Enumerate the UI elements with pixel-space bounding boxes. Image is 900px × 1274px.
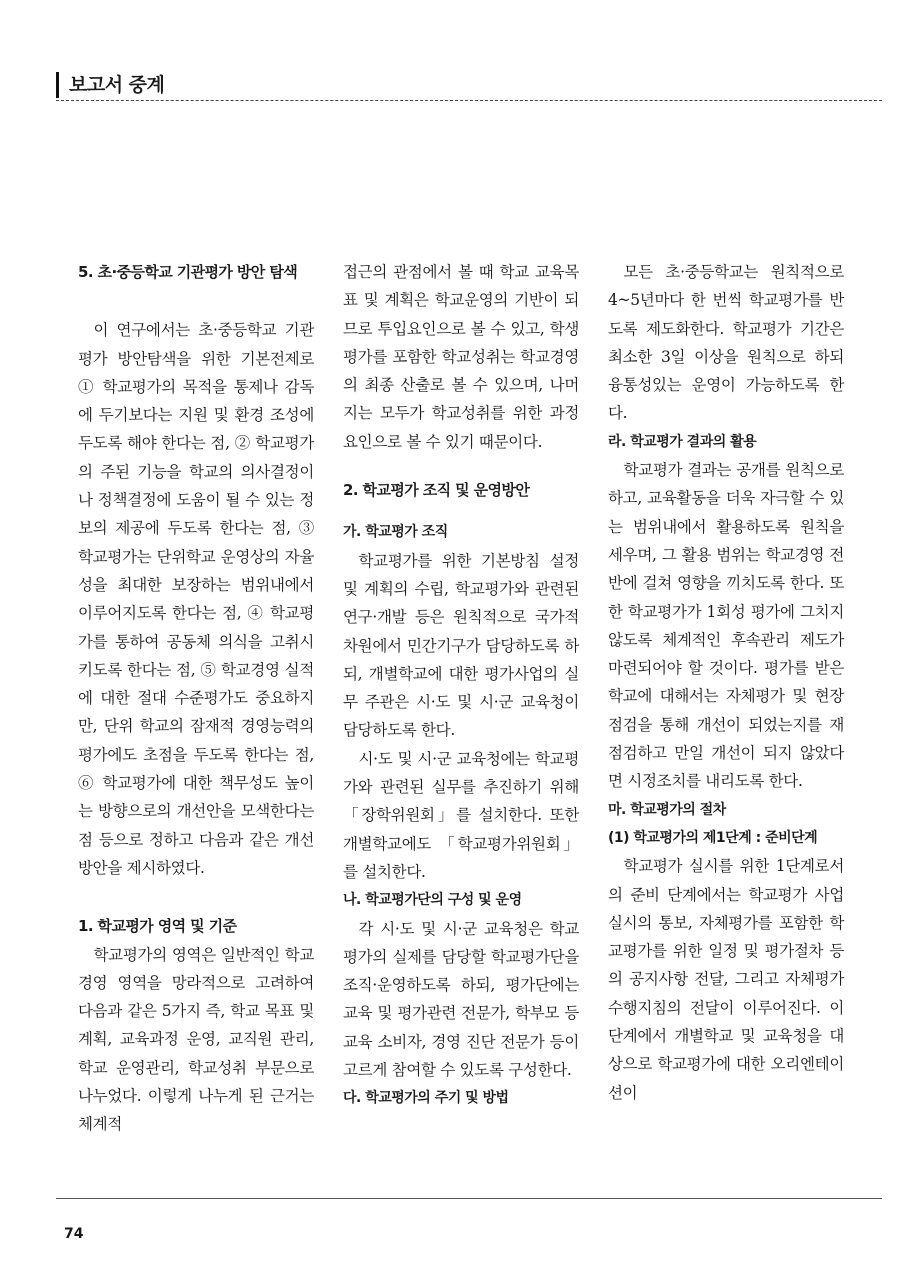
subsection-heading-2: 2. 학교평가 조직 및 운영방안 — [343, 481, 530, 500]
paragraph: 모든 초·중등학교는 원칙적으로 4~5년마다 한 번씩 학교평가를 반도록 제도화한다. 학교평가 기간은 최소한 3일 이상을 원칙으로 하되 융통성있는 운영이 가능하도록 한다. — [608, 263, 844, 423]
paragraph: 시·도 및 시·군 교육청에는 학교평가와 관련된 실무를 추진하기 위해 「장학위원회」를 설치한다. 또한 개별학교에도 「학교평가위원회」를 설치한다. — [343, 749, 579, 881]
item-heading-na: 나. 학교평가단의 구성 및 운영 — [343, 892, 522, 909]
page-number: 74 — [64, 1226, 84, 1242]
item-heading-ma: 마. 학교평가의 절차 — [608, 801, 726, 818]
item-heading-ga: 가. 학교평가 조직 — [343, 524, 448, 541]
step-heading-1: (1) 학교평가의 제1단계 : 준비단계 — [608, 829, 818, 846]
paragraph: 학교평가의 영역은 일반적인 학교경영 영역을 망라적으로 고려하여 다음과 같은 5가지 즉, 학교 목표 및 계획, 교육과정 운영, 교직원 관리, 학교 운영관리, 학교성취 부문으로 나누었다. 이렇게 나누게 된 근거는 체계적 — [78, 945, 314, 1134]
paragraph: 접근의 관점에서 볼 때 학교 교육목표 및 계획은 학교운영의 기반이 되므로 투입요인으로 볼 수 있고, 학생평가를 포함한 학교성취는 학교경영의 최종 산출로 볼 수 있으며, 나머지는 모두가 학교성취를 위한 과정요인으로 볼 수 있기 때문이다. — [343, 263, 579, 451]
paragraph: 학교평가를 위한 기본방침 설정 및 계획의 수립, 학교평가와 관련된 연구·개발 등은 원칙적으로 국가적 차원에서 민간기구가 담당하도록 하되, 개별학교에 대한 평가사업의 실무 주관은 시·도 및 시·군 교육청이 담당하도록 한다. — [343, 551, 579, 740]
subsection-heading-1: 1. 학교평가 영역 및 기준 — [78, 917, 237, 936]
item-heading-da: 다. 학교평가의 주기 및 방법 — [343, 1090, 509, 1107]
paragraph: 이 연구에서는 초·중등학교 기관평가 방안탐색을 위한 기본전제로 ① 학교평가의 목적을 통제나 감독에 두기보다는 지원 및 환경 조성에 두도록 해야 한다는 점, ② 학교평가의 주된 기능을 학교의 의사결정이나 정책결정에 도움이 될 수 있는 정보의 제공에 두도록 한다는 점, ③ 학교평가는 단위학교 운영상의 자율성을 최대한 보장하는 범위내에서 이루어지도록 한다는 점, ④ 학교평가를 통하여 공동체 의식을 고취시키도록 한다는 점, ⑤ 학교경영 실적에 대한 절대 수준평가도 중요하지만, 단위 학교의 잠재적 경영능력의 평가에도 초점을 두도록 한다는 점, ⑥ 학교평가에 대한 책무성도 높이는 방향으로의 개선안을 모색한다는 점 등으로 정하고 다음과 같은 개선방안을 제시하였다. — [78, 321, 314, 877]
footer-divider — [56, 1198, 882, 1199]
item-heading-ra: 라. 학교평가 결과의 활용 — [608, 433, 757, 450]
text-column-3 — [608, 258, 844, 1107]
paragraph: 학교평가 실시를 위한 1단계로서의 준비 단계에서는 학교평가 사업 실시의 통보, 자체평가를 포함한 학교평가를 위한 일정 및 평가절차 등의 공지사항 전달, 그리고 자체평가 수행지침의 전달이 이루어진다. 이 단계에서 개별학교 및 교육청을 대상으로 학교평가에 대한 오리엔테이션이 — [608, 857, 844, 1102]
paragraph: 각 시·도 및 시·군 교육청은 학교평가의 실제를 담당할 학교평가단을 조직·운영하도록 하되, 평가단에는 교육 및 평가관련 전문가, 학부모 등 교육 소비자, 경영 진단 전문가 등이 고르게 참여할 수 있도록 구성한다. — [343, 919, 579, 1080]
text-column-2 — [343, 258, 579, 1113]
text-column-1 — [78, 258, 314, 1139]
paragraph: 학교평가 결과는 공개를 원칙으로 하고, 교육활동을 더욱 자극할 수 있는 범위내에서 활용하도록 원칙을 세우며, 그 활용 범위는 학교경영 전반에 걸쳐 영향을 끼치도록 한다. 또한 학교평가가 1회성 평가에 그치지 않도록 체계적인 후속관리 제도가 마련되어야 할 것이다. 평가를 받은 학교에 대해서는 자체평가 및 현장 점검을 통해 개선이 되었는지를 재점검하고 만일 개선이 되지 않았다면 시정조치를 내리도록 한다. — [608, 461, 844, 791]
header-divider — [56, 100, 882, 101]
section-label: 보고서 중계 — [56, 72, 164, 98]
section-heading-5: 5. 초·중등학교 기관평가 방안 탐색 — [78, 263, 298, 281]
